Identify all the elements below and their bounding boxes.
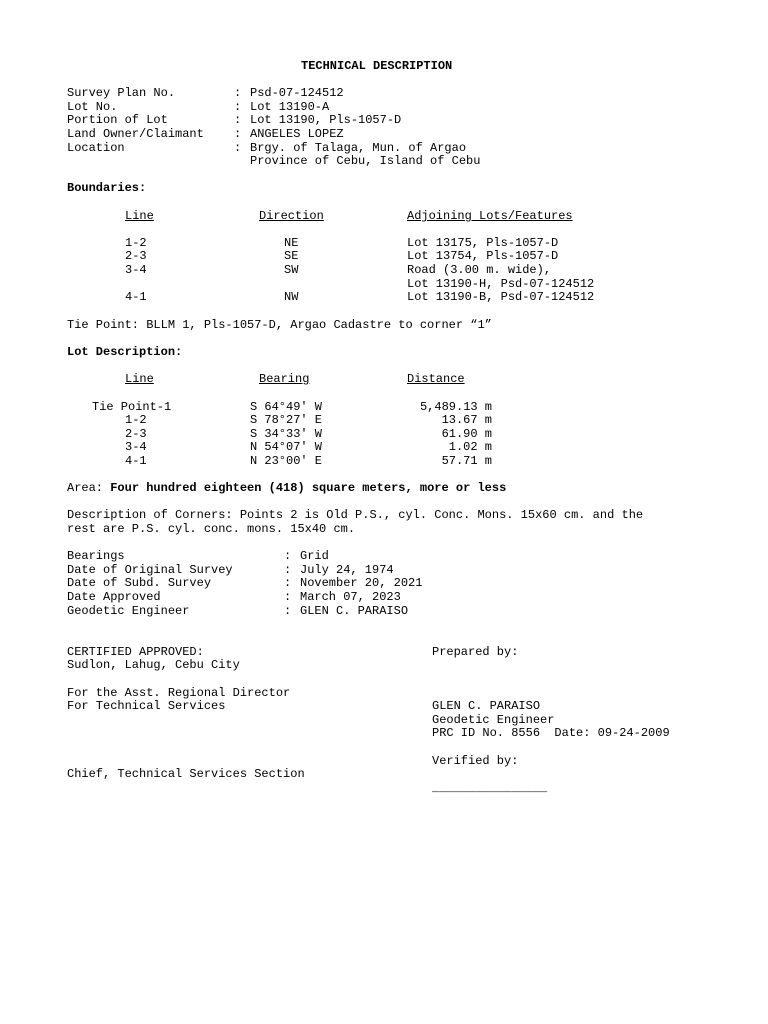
corners-description: Description of Corners: Points 2 is Old P.S., cyl. Conc. Mons. 15x60 cm. and the: [67, 508, 644, 522]
prepared-label: Prepared by:: [432, 645, 519, 659]
certified-address: Sudlon, Lahug, Cebu City: [67, 658, 240, 672]
certified-for-line1: For the Asst. Regional Director: [67, 686, 291, 700]
lot-description-heading: Lot Description:: [67, 345, 183, 359]
boundary-direction: SW: [284, 263, 299, 277]
col-header-adjoining: Adjoining Lots/Features: [407, 209, 573, 223]
field-label: Location: [67, 141, 125, 155]
signature-line: ________________: [432, 781, 548, 795]
lot-bearing: S 78°27' E: [250, 413, 323, 427]
lot-distance: 61.90 m: [441, 427, 492, 441]
area-value: Four hundred eighteen (418) square meters, more or less: [110, 481, 507, 495]
field-colon: :: [234, 113, 242, 127]
lot-distance: 13.67 m: [441, 413, 492, 427]
field-label: Portion of Lot: [67, 113, 168, 127]
boundary-direction: NE: [284, 236, 299, 250]
info-colon: :: [284, 549, 292, 563]
boundary-adjoining: Road (3.00 m. wide),: [407, 263, 552, 277]
boundary-adjoining: Lot 13175, Pls-1057-D: [407, 236, 559, 250]
field-value: Psd-07-124512: [250, 86, 344, 100]
info-label: Date of Subd. Survey: [67, 576, 212, 590]
field-label: Lot No.: [67, 100, 118, 114]
info-colon: :: [284, 563, 292, 577]
area-label: Area:: [67, 481, 104, 495]
boundary-line: 2-3: [125, 249, 147, 263]
certified-title: CERTIFIED APPROVED:: [67, 645, 204, 659]
info-colon: :: [284, 590, 292, 604]
col-header-line: Line: [125, 209, 154, 223]
lot-line: 2-3: [125, 427, 147, 441]
boundaries-heading: Boundaries:: [67, 181, 147, 195]
boundary-adjoining-continued: Lot 13190-H, Psd-07-124512: [407, 277, 595, 291]
boundary-direction: NW: [284, 290, 299, 304]
col-header-line: Line: [125, 372, 154, 386]
preparer-prc: PRC ID No. 8556 Date: 09-24-2009: [432, 726, 670, 740]
boundary-line: 3-4: [125, 263, 147, 277]
lot-bearing: S 64°49' W: [250, 400, 323, 414]
lot-distance: 57.71 m: [441, 454, 492, 468]
field-value: ANGELES LOPEZ: [250, 127, 344, 141]
field-colon: :: [234, 86, 242, 100]
lot-distance: 1.02 m: [448, 440, 492, 454]
lot-bearing: N 23°00' E: [250, 454, 323, 468]
corners-description-continued: rest are P.S. cyl. conc. mons. 15x40 cm.: [67, 522, 356, 536]
info-colon: :: [284, 576, 292, 590]
info-value: March 07, 2023: [300, 590, 401, 604]
info-label: Date of Original Survey: [67, 563, 233, 577]
boundary-line: 1-2: [125, 236, 147, 250]
lot-line: 4-1: [125, 454, 147, 468]
field-label: Land Owner/Claimant: [67, 127, 204, 141]
info-colon: :: [284, 604, 292, 618]
boundary-line: 4-1: [125, 290, 147, 304]
lot-line: Tie Point-1: [92, 400, 172, 414]
preparer-role: Geodetic Engineer: [432, 713, 555, 727]
field-colon: :: [234, 100, 242, 114]
document-title: TECHNICAL DESCRIPTION: [301, 59, 453, 73]
lot-line: 1-2: [125, 413, 147, 427]
lot-line: 3-4: [125, 440, 147, 454]
col-header-bearing: Bearing: [259, 372, 310, 386]
area-line: [67, 482, 506, 496]
boundary-adjoining: Lot 13190-B, Psd-07-124512: [407, 290, 595, 304]
field-value: Brgy. of Talaga, Mun. of Argao: [250, 141, 467, 155]
field-value: Lot 13190, Pls-1057-D: [250, 113, 402, 127]
verified-label: Verified by:: [432, 754, 519, 768]
info-value: Grid: [300, 549, 329, 563]
tie-point-text: Tie Point: BLLM 1, Pls-1057-D, Argao Cadastre to corner “1”: [67, 318, 492, 332]
field-colon: :: [234, 141, 242, 155]
col-header-distance: Distance: [407, 372, 465, 386]
info-value: GLEN C. PARAISO: [300, 604, 409, 618]
info-label: Date Approved: [67, 590, 161, 604]
field-value: Lot 13190-A: [250, 100, 330, 114]
field-label: Survey Plan No.: [67, 86, 176, 100]
chief-title: Chief, Technical Services Section: [67, 767, 305, 781]
col-header-direction: Direction: [259, 209, 324, 223]
preparer-name: GLEN C. PARAISO: [432, 699, 541, 713]
field-value-continued: Province of Cebu, Island of Cebu: [250, 154, 481, 168]
boundary-adjoining: Lot 13754, Pls-1057-D: [407, 249, 559, 263]
info-value: November 20, 2021: [300, 576, 423, 590]
certified-for-line2: For Technical Services: [67, 699, 226, 713]
boundary-direction: SE: [284, 249, 299, 263]
info-label: Bearings: [67, 549, 125, 563]
lot-distance: 5,489.13 m: [419, 400, 492, 414]
lot-bearing: S 34°33' W: [250, 427, 323, 441]
info-value: July 24, 1974: [300, 563, 394, 577]
lot-bearing: N 54°07' W: [250, 440, 323, 454]
info-label: Geodetic Engineer: [67, 604, 190, 618]
field-colon: :: [234, 127, 242, 141]
